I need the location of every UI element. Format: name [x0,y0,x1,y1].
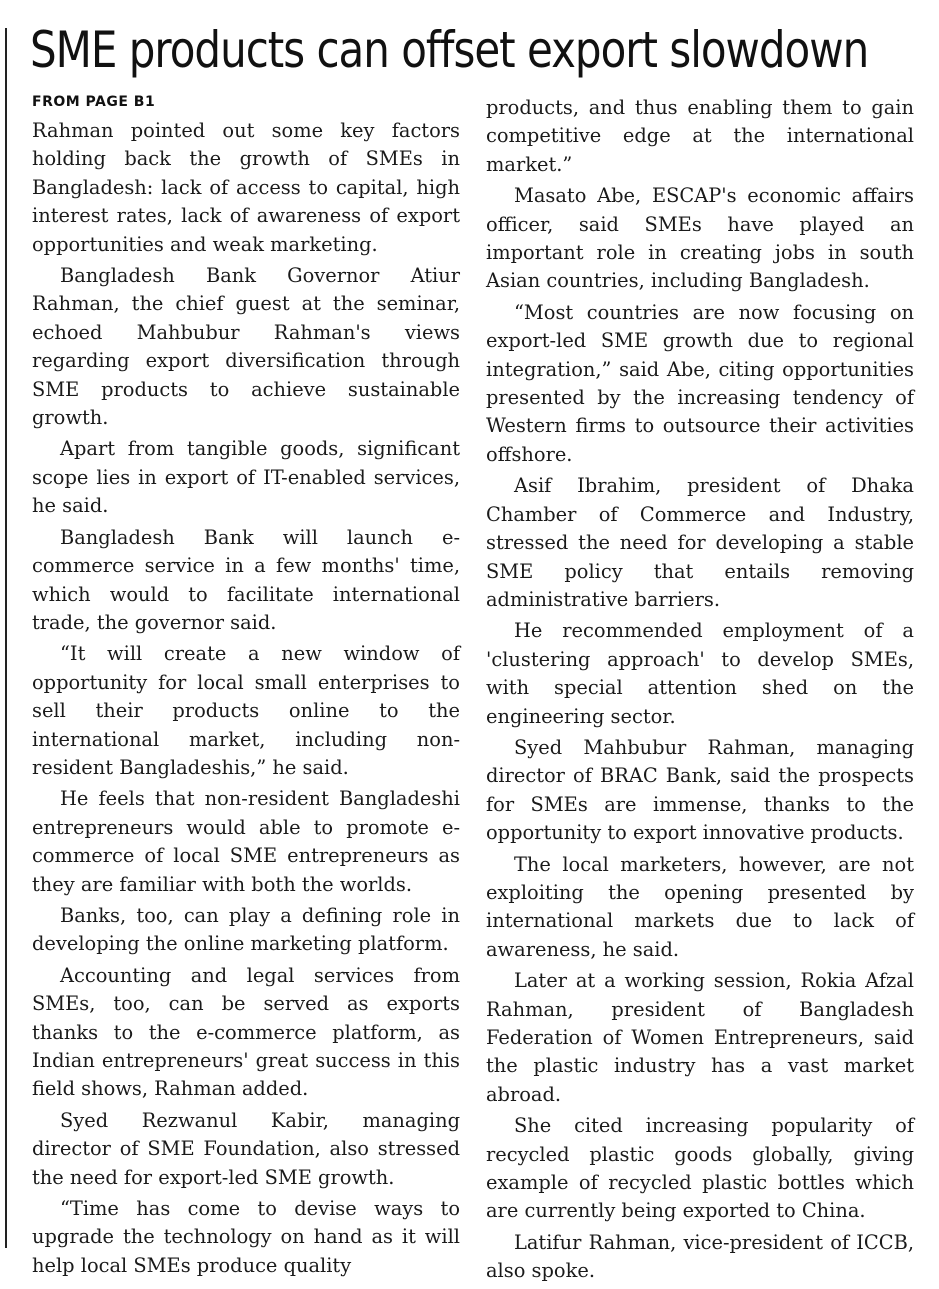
left-column [32,117,460,1283]
paragraph: Bangladesh Bank will launch e-commerce service in a few months' time, which would to facilitate international trade, the governor said. [32,525,460,634]
paragraph: Syed Mahbubur Rahman, managing director of BRAC Bank, said the prospects for SMEs are immense, thanks to the opportunity to export innovative products. [486,735,914,845]
paragraph: Banks, too, can play a defining role in developing the online marketing platform. [32,903,460,956]
paragraph: Latifur Rahman, vice-president of ICCB, also spoke. [486,1230,914,1283]
paragraph: Bangladesh Bank Governor Atiur Rahman, the chief guest at the seminar, echoed Mahbubur Rahman's views regarding export diversification through SME products to achieve sustainable growth. [32,264,460,430]
column-rule [5,28,7,1248]
paragraph: The local marketers, however, are not exploiting the opening presented by international markets due to lack of awareness, he said. [486,852,914,961]
paragraph: She cited increasing popularity of recycled plastic goods globally, giving example of recycled plastic bottles which are currently being exported to China. [486,1114,914,1223]
paragraph: He feels that non-resident Bangladeshi entrepreneurs would able to promote e-commerce of local SME entrepreneurs as they are familiar with both the worlds. [32,787,460,896]
paragraph: Syed Rezwanul Kabir, managing director of SME Foundation, also stressed the need for export-led SME growth. [32,1108,460,1189]
paragraph: Asif Ibrahim, president of Dhaka Chamber of Commerce and Industry, stressed the need for developing a stable SME policy that entails removing administrative barriers. [486,474,914,611]
right-column [486,94,914,1289]
paragraph: products, and thus enabling them to gain competitive edge at the international market.” [486,96,914,176]
paragraph: “It will create a new window of opportunity for local small enterprises to sell their products online to the international market, including non-resident Bangladeshis,” he said. [32,642,460,779]
paragraph: Masato Abe, ESCAP's economic affairs officer, said SMEs have played an important role in creating jobs in south Asian countries, including Bangladesh. [486,184,914,293]
jump-line: FROM PAGE B1 [32,94,156,110]
paragraph: Accounting and legal services from SMEs, too, can be served as exports thanks to the e-commerce platform, as Indian entrepreneurs' great success in this field shows, Rahman added. [32,963,460,1101]
paragraph: “Most countries are now focusing on export-led SME growth due to regional integration,” said Abe, citing opportunities presented by the increasing tendency of Western firms to outsource their activities offshore. [486,300,914,466]
headline: SME products can offset export slowdown [30,21,869,79]
paragraph: Apart from tangible goods, significant scope lies in export of IT-enabled services, he said. [32,437,460,518]
paragraph: He recommended employment of a 'clustering approach' to develop SMEs, with special attention shed on the engineering sector. [486,619,914,728]
paragraph: Later at a working session, Rokia Afzal Rahman, president of Bangladesh Federation of Women Entrepreneurs, said the plastic industry has a vast market abroad. [486,969,914,1106]
paragraph: Rahman pointed out some key factors holding back the growth of SMEs in Bangladesh: lack of access to capital, high interest rates, lack of awareness of export opportunities and weak marketing. [32,119,460,256]
paragraph: “Time has come to devise ways to upgrade the technology on hand as it will help local SMEs produce quality [32,1197,460,1277]
